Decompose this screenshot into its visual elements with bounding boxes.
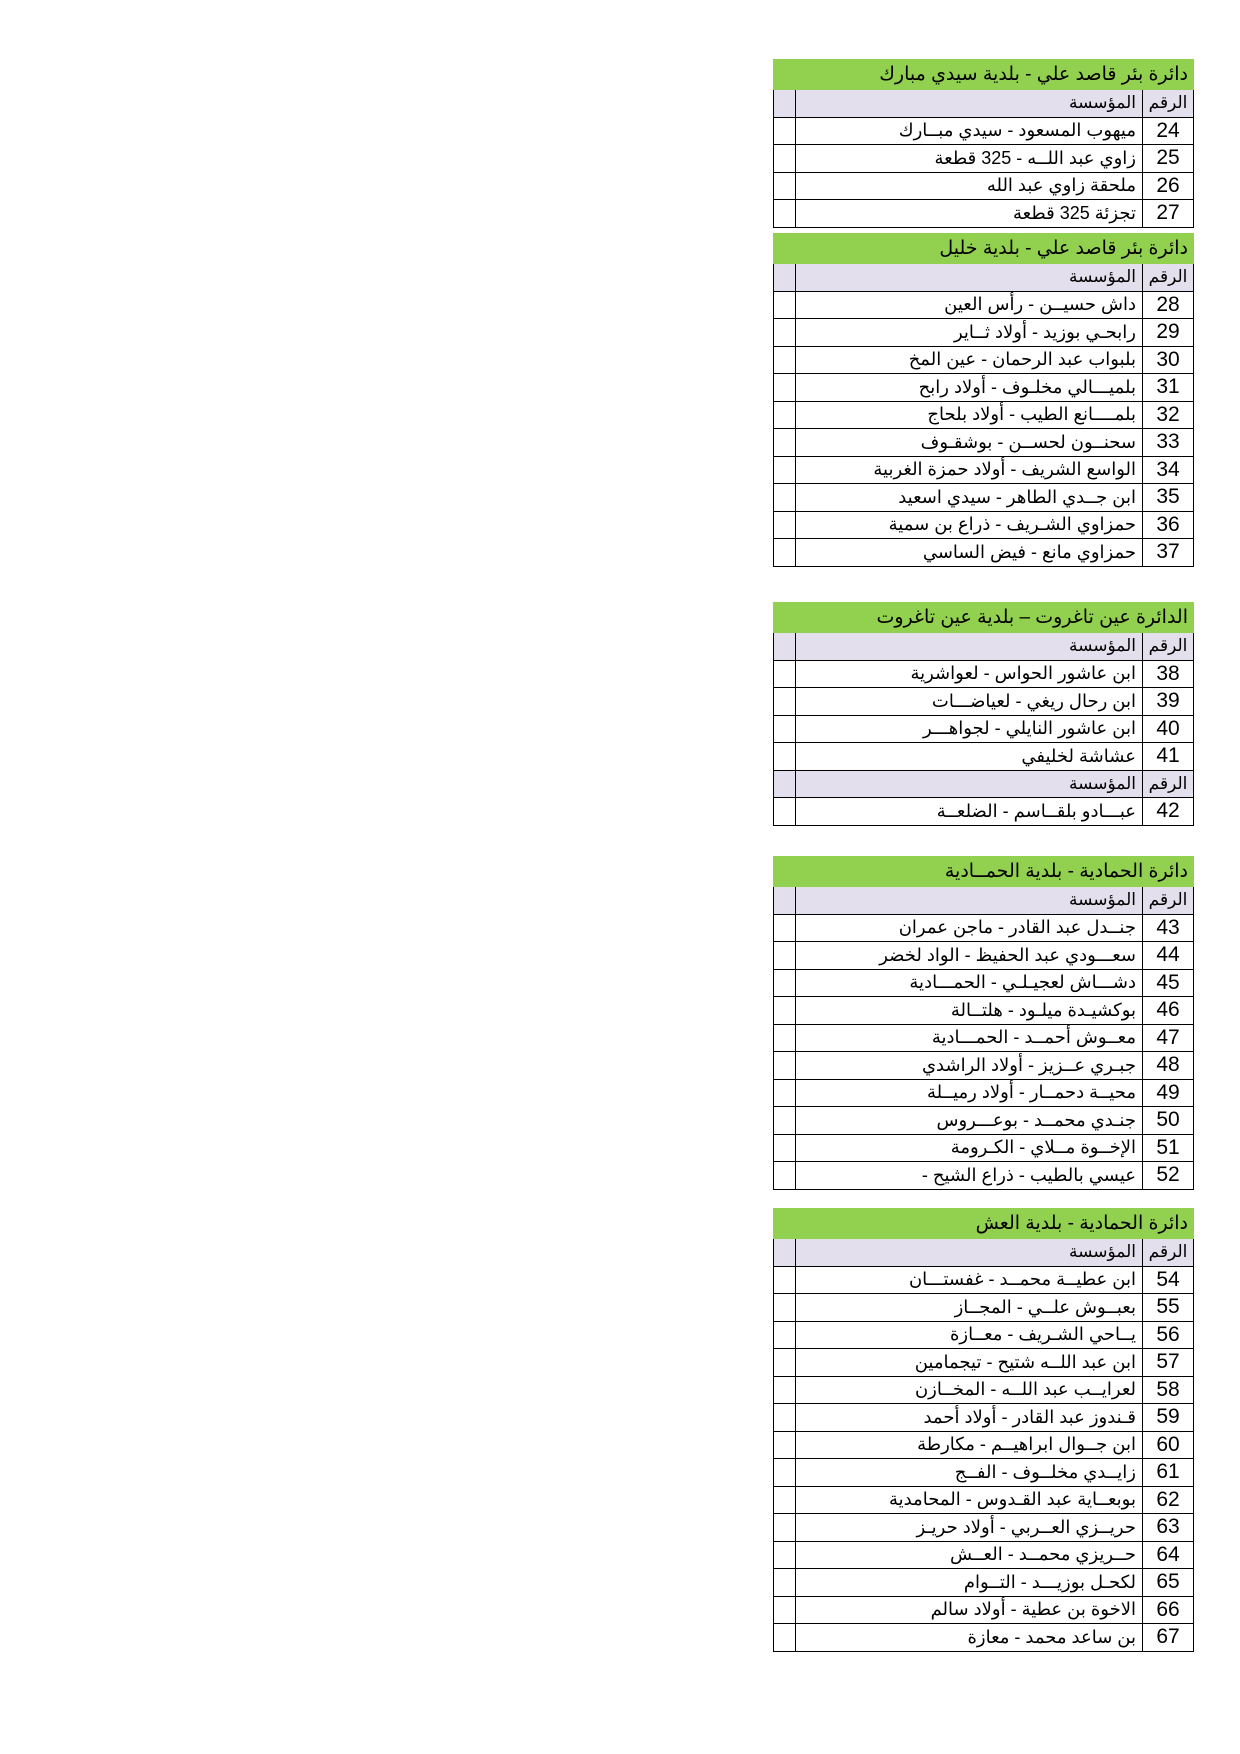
row-number: 49 [1142, 1080, 1193, 1107]
table-row [773, 429, 1194, 457]
row-number: 44 [1142, 942, 1193, 969]
institution-name: بلمــــانع الطيب - أولاد بلحاج [795, 402, 1142, 429]
empty-cell [774, 1294, 795, 1321]
table-row [773, 942, 1194, 970]
row-number: 50 [1142, 1107, 1193, 1134]
row-number: 34 [1142, 457, 1193, 484]
institution-name: ابن عبد اللــه شتيح - تيجمامين [795, 1349, 1142, 1376]
institution-name: بلميـــالي مخلـوف - أولاد رابح [795, 374, 1142, 401]
column-header-institution: المؤسسة [795, 771, 1142, 798]
row-number: 25 [1142, 145, 1193, 172]
empty-cell [774, 887, 795, 914]
institution-name: حمزاوي مانع - فيض الساسي [795, 539, 1142, 566]
institution-name: تجزئة 325 قطعة [795, 200, 1142, 227]
institution-name: الإخــوة مــلاي - الكـرومة [795, 1135, 1142, 1162]
empty-cell [774, 1052, 795, 1079]
table-row [773, 1107, 1194, 1135]
table-row [773, 1135, 1194, 1163]
institution-name: زاوي عبد اللــه - 325 قطعة [795, 145, 1142, 172]
institution-name: ابن عاشور الحواس - لعواشرية [795, 661, 1142, 688]
table-row [773, 457, 1194, 485]
empty-cell [774, 1080, 795, 1107]
row-number: 65 [1142, 1569, 1193, 1596]
empty-cell [774, 1267, 795, 1294]
institution-name: زايــدي مخلــوف - الفــج [795, 1459, 1142, 1486]
empty-cell [774, 173, 795, 200]
empty-cell [774, 1239, 795, 1266]
row-number: 55 [1142, 1294, 1193, 1321]
table-row [773, 118, 1194, 146]
empty-cell [774, 457, 795, 484]
row-number: 57 [1142, 1349, 1193, 1376]
institution-name: سعـــودي عبد الحفيظ - الواد لخضر [795, 942, 1142, 969]
institution-name: ابن عطيــة محمــد - غفستـــان [795, 1267, 1142, 1294]
table-row [773, 1542, 1194, 1570]
column-header-institution: المؤسسة [795, 633, 1142, 660]
empty-cell [774, 997, 795, 1024]
column-header-institution: المؤسسة [795, 264, 1142, 291]
institution-name: داش حسيــن - رأس العين [795, 292, 1142, 319]
table-row [773, 1487, 1194, 1515]
empty-cell [774, 1569, 795, 1596]
row-number: 48 [1142, 1052, 1193, 1079]
table-row [773, 743, 1194, 771]
row-number: 27 [1142, 200, 1193, 227]
table-row [773, 688, 1194, 716]
empty-cell [774, 1624, 795, 1651]
table-row [773, 1322, 1194, 1350]
row-number: 46 [1142, 997, 1193, 1024]
institution-name: معــوش أحمــد - الحمـــادية [795, 1025, 1142, 1052]
institution-name: يــاحي الشـريف - معــازة [795, 1322, 1142, 1349]
table-header-row [773, 264, 1194, 292]
row-number: 67 [1142, 1624, 1193, 1651]
row-number: 39 [1142, 688, 1193, 715]
table-row [773, 1459, 1194, 1487]
table-row [773, 1025, 1194, 1053]
row-number: 41 [1142, 743, 1193, 770]
institution-name: دشـــاش لعجيـلـي - الحمـــادية [795, 970, 1142, 997]
table-row [773, 798, 1194, 826]
institution-name: قـندوز عبد القادر - أولاد أحمد [795, 1404, 1142, 1431]
table-header-row [773, 887, 1194, 915]
table-row [773, 1624, 1194, 1652]
row-number: 32 [1142, 402, 1193, 429]
institution-name: بوكشيـدة ميلـود - هلتــالة [795, 997, 1142, 1024]
institution-name: حريــزي العــربي - أولاد حريـز [795, 1514, 1142, 1541]
empty-cell [774, 1025, 795, 1052]
row-number: 58 [1142, 1377, 1193, 1404]
table-row [773, 539, 1194, 567]
row-number: 31 [1142, 374, 1193, 401]
empty-cell [774, 633, 795, 660]
table-row [773, 1162, 1194, 1190]
institution-name: ابن عاشور النايلي - لجواهـــر [795, 716, 1142, 743]
empty-cell [774, 118, 795, 145]
institution-name: جنــدل عبد القادر - ماجن عمران [795, 915, 1142, 942]
district-section [773, 856, 1194, 1190]
district-section [773, 602, 1194, 826]
institution-name: محيــة دحمــار - أولاد رميــلة [795, 1080, 1142, 1107]
institution-name: بوبعــاية عبد القـدوس - المحامدية [795, 1487, 1142, 1514]
empty-cell [774, 915, 795, 942]
column-header-number: الرقم [1142, 633, 1193, 660]
empty-cell [774, 1404, 795, 1431]
institution-name: حــريزي محمــد - العــش [795, 1542, 1142, 1569]
table-header-row [773, 1239, 1194, 1267]
section-title: الدائرة عين تاغروت – بلدية عين تاغروت [773, 602, 1194, 633]
institution-name: عبـــادو بلقــاسم - الضلعــة [795, 798, 1142, 825]
table-row [773, 200, 1194, 228]
column-header-number: الرقم [1142, 1239, 1193, 1266]
table-row [773, 1597, 1194, 1625]
institution-name: ميهوب المسعود - سيدي مبــارك [795, 118, 1142, 145]
empty-cell [774, 145, 795, 172]
table-row [773, 915, 1194, 943]
institution-name: عيسي بالطيب - ذراع الشيح - [795, 1162, 1142, 1189]
row-number: 47 [1142, 1025, 1193, 1052]
empty-cell [774, 200, 795, 227]
column-header-number: الرقم [1142, 771, 1193, 798]
row-number: 61 [1142, 1459, 1193, 1486]
empty-cell [774, 1135, 795, 1162]
empty-cell [774, 347, 795, 374]
empty-cell [774, 264, 795, 291]
row-number: 43 [1142, 915, 1193, 942]
institution-name: رابحـي بوزيد - أولاد ثــاير [795, 319, 1142, 346]
institution-name: حمزاوي الشـريف - ذراع بن سمية [795, 512, 1142, 539]
row-number: 38 [1142, 661, 1193, 688]
institution-name: ابن جــدي الطاهر - سيدي اسعيد [795, 484, 1142, 511]
empty-cell [774, 688, 795, 715]
column-header-institution: المؤسسة [795, 1239, 1142, 1266]
column-header-institution: المؤسسة [795, 887, 1142, 914]
table-row [773, 1052, 1194, 1080]
row-number: 59 [1142, 1404, 1193, 1431]
institution-name: الواسع الشريف - أولاد حمزة الغربية [795, 457, 1142, 484]
institution-name: سحنــون لحســن - بوشقـوف [795, 429, 1142, 456]
empty-cell [774, 1322, 795, 1349]
section-title: دائرة بئر قاصد علي - بلدية سيدي مبارك [773, 59, 1194, 90]
row-number: 52 [1142, 1162, 1193, 1189]
institution-name: ابن جــوال ابراهيــم - مكارطة [795, 1432, 1142, 1459]
row-number: 40 [1142, 716, 1193, 743]
column-header-institution: المؤسسة [795, 90, 1142, 117]
empty-cell [774, 1514, 795, 1541]
institution-name: بلبواب عبد الرحمان - عين المخ [795, 347, 1142, 374]
institution-name: الاخوة بن عطية - أولاد سالم [795, 1597, 1142, 1624]
empty-cell [774, 942, 795, 969]
table-row [773, 1294, 1194, 1322]
institution-name: لكحـل بوزيـــد - التــوام [795, 1569, 1142, 1596]
empty-cell [774, 771, 795, 798]
table-row [773, 512, 1194, 540]
empty-cell [774, 970, 795, 997]
institution-name: ملحقة زاوي عبد الله [795, 173, 1142, 200]
row-number: 33 [1142, 429, 1193, 456]
row-number: 60 [1142, 1432, 1193, 1459]
table-header-row [773, 633, 1194, 661]
empty-cell [774, 1487, 795, 1514]
empty-cell [774, 402, 795, 429]
table-row [773, 997, 1194, 1025]
empty-cell [774, 1349, 795, 1376]
empty-cell [774, 539, 795, 566]
section-title: دائرة الحمادية - بلدية الحمــادية [773, 856, 1194, 887]
row-number: 24 [1142, 118, 1193, 145]
institution-name: جنـدي محمــد - بوعـــروس [795, 1107, 1142, 1134]
row-number: 64 [1142, 1542, 1193, 1569]
table-row [773, 1432, 1194, 1460]
empty-cell [774, 90, 795, 117]
table-row [773, 1080, 1194, 1108]
column-header-number: الرقم [1142, 264, 1193, 291]
table-row [773, 173, 1194, 201]
empty-cell [774, 512, 795, 539]
row-number: 51 [1142, 1135, 1193, 1162]
table-row [773, 292, 1194, 320]
empty-cell [774, 1162, 795, 1189]
row-number: 36 [1142, 512, 1193, 539]
district-section [773, 233, 1194, 567]
row-number: 62 [1142, 1487, 1193, 1514]
empty-cell [774, 1542, 795, 1569]
table-row [773, 1377, 1194, 1405]
institution-name: لعرايــب عبد اللــه - المخــازن [795, 1377, 1142, 1404]
institution-name: ابن رحال ريغي - لعياضـــات [795, 688, 1142, 715]
row-number: 45 [1142, 970, 1193, 997]
empty-cell [774, 374, 795, 401]
row-number: 35 [1142, 484, 1193, 511]
empty-cell [774, 1432, 795, 1459]
row-number: 29 [1142, 319, 1193, 346]
row-number: 63 [1142, 1514, 1193, 1541]
institution-name: بعبــوش علــي - المجــاز [795, 1294, 1142, 1321]
district-section [773, 59, 1194, 228]
empty-cell [774, 661, 795, 688]
table-header-row [773, 90, 1194, 118]
table-row [773, 1404, 1194, 1432]
district-section [773, 1208, 1194, 1652]
row-number: 26 [1142, 173, 1193, 200]
table-row [773, 402, 1194, 430]
row-number: 37 [1142, 539, 1193, 566]
table-row [773, 319, 1194, 347]
empty-cell [774, 716, 795, 743]
column-header-number: الرقم [1142, 90, 1193, 117]
column-header-number: الرقم [1142, 887, 1193, 914]
empty-cell [774, 484, 795, 511]
table-row [773, 970, 1194, 998]
row-number: 28 [1142, 292, 1193, 319]
section-title: دائرة بئر قاصد علي - بلدية خليل [773, 233, 1194, 264]
empty-cell [774, 319, 795, 346]
table-row [773, 1569, 1194, 1597]
empty-cell [774, 1107, 795, 1134]
table-row [773, 716, 1194, 744]
table-header-row [773, 771, 1194, 799]
table-row [773, 1514, 1194, 1542]
table-row [773, 347, 1194, 375]
institution-name: عشاشة لخليفي [795, 743, 1142, 770]
empty-cell [774, 743, 795, 770]
section-title: دائرة الحمادية - بلدية العش [773, 1208, 1194, 1239]
institution-name: بن ساعد محمد - معازة [795, 1624, 1142, 1651]
row-number: 56 [1142, 1322, 1193, 1349]
table-row [773, 1349, 1194, 1377]
row-number: 66 [1142, 1597, 1193, 1624]
institution-name: جبـري عــزيز - أولاد الراشدي [795, 1052, 1142, 1079]
table-row [773, 374, 1194, 402]
table-row [773, 1267, 1194, 1295]
row-number: 42 [1142, 798, 1193, 825]
empty-cell [774, 429, 795, 456]
empty-cell [774, 1597, 795, 1624]
row-number: 54 [1142, 1267, 1193, 1294]
table-row [773, 145, 1194, 173]
empty-cell [774, 798, 795, 825]
table-row [773, 484, 1194, 512]
empty-cell [774, 1459, 795, 1486]
empty-cell [774, 1377, 795, 1404]
empty-cell [774, 292, 795, 319]
table-row [773, 661, 1194, 689]
row-number: 30 [1142, 347, 1193, 374]
